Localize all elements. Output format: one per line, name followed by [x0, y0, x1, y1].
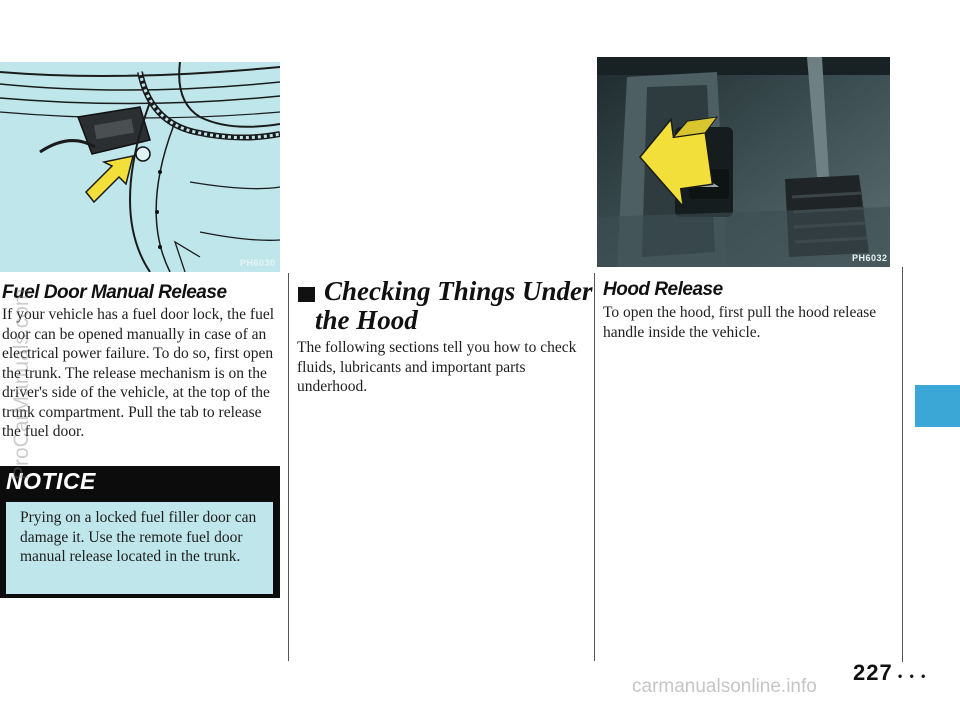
notice-title: NOTICE	[6, 468, 96, 494]
notice-body: Prying on a locked fuel filler door can damage it. Use the remote fuel door manual release located in the trunk.	[20, 509, 257, 565]
section-heading-line2: the Hood	[315, 305, 418, 335]
section-heading-line1: Checking Things Under	[324, 276, 593, 306]
fuel-door-illustration	[0, 62, 280, 272]
hood-release-body: To open the hood, first pull the hood release handle inside the vehicle.	[603, 304, 877, 341]
notice-box	[0, 466, 280, 598]
figure-code: PH6032	[852, 253, 888, 263]
section-bullet-icon	[298, 287, 315, 302]
fuel-door-body: If your vehicle has a fuel door lock, the fuel door can be opened manually in case of an electrical power failure. To do so, first open the trunk. The release mechanism is on the driver's side of the vehicle, at the top of the trunk compartment. Pull the tab to release the fuel door.	[2, 306, 275, 440]
hood-release-photo	[597, 57, 890, 267]
watermark-vertical: ProCarManuals.com	[10, 288, 33, 480]
notice-panel	[6, 502, 273, 594]
hood-release-heading: Hood Release	[603, 279, 723, 300]
section-tab	[915, 385, 960, 427]
section-body: The following sections tell you how to check fluids, lubricants and important parts underhood.	[297, 339, 577, 395]
column-divider	[902, 267, 903, 662]
continuation-dots-icon: • • •	[892, 669, 928, 683]
page-number: 227 • • •	[853, 660, 928, 685]
column-divider	[288, 273, 289, 661]
watermark-bottom: carmanualsonline.info	[632, 676, 817, 697]
figure-code: PH6030	[240, 258, 276, 268]
column-divider	[594, 273, 595, 661]
fuel-door-heading: Fuel Door Manual Release	[2, 282, 227, 303]
